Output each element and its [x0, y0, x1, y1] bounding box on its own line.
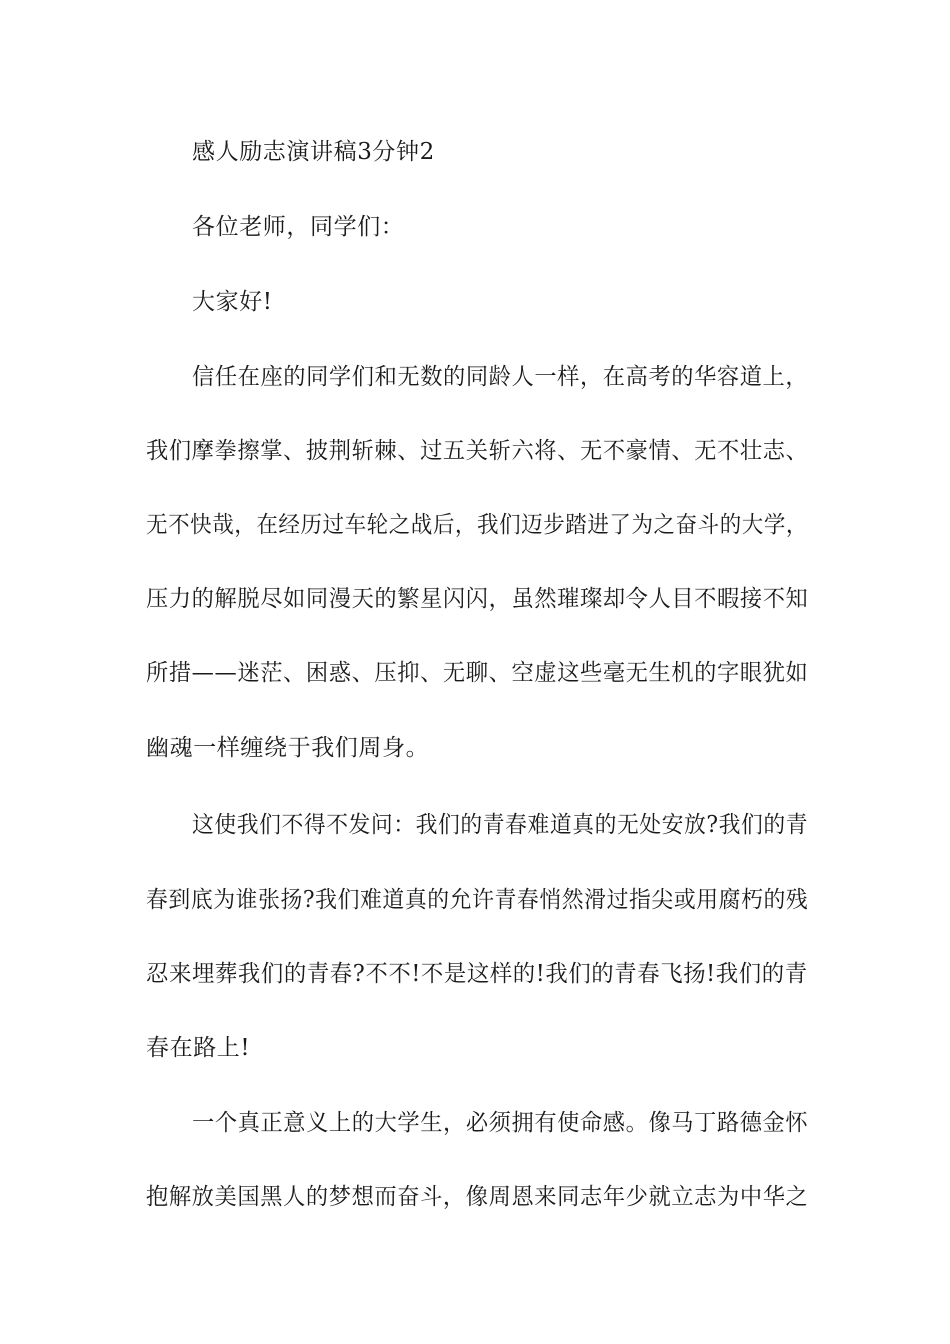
- paragraph-line: 无不快哉，在经历过车轮之战后，我们迈步踏进了为之奋斗的大学，: [146, 512, 808, 538]
- paragraph-line: 抱解放美国黑人的梦想而奋斗，像周恩来同志年少就立志为中华之: [146, 1184, 809, 1210]
- paragraph-line: 信任在座的同学们和无数的同龄人一样，在高考的华容道上，: [192, 364, 809, 390]
- paragraph-line: 一个真正意义上的大学生，必须拥有使命感。像马丁路德金怀: [192, 1110, 809, 1136]
- paragraph-line: 所措——迷茫、困惑、压抑、无聊、空虚这些毫无生机的字眼犹如: [146, 660, 809, 686]
- paragraph-line: 春到底为谁张扬?我们难道真的允许青春悄然滑过指尖或用腐朽的残: [146, 887, 809, 913]
- paragraph-line: 这使我们不得不发问：我们的青春难道真的无处安放?我们的青: [192, 812, 809, 838]
- paragraph-line: 我们摩拳擦掌、披荆斩棘、过五关斩六将、无不豪情、无不壮志、: [146, 438, 809, 464]
- paragraph-line: 忍来埋葬我们的青春?不不!不是这样的!我们的青春飞扬!我们的青: [146, 961, 808, 987]
- salutation-line: 大家好!: [192, 289, 273, 315]
- paragraph-line: 压力的解脱尽如同漫天的繁星闪闪，虽然璀璨却令人目不暇接不知: [146, 586, 809, 612]
- document-title: 感人励志演讲稿3分钟2: [192, 139, 435, 165]
- greeting-line: 各位老师，同学们：: [192, 214, 405, 240]
- paragraph-line: 幽魂一样缠绕于我们周身。: [146, 735, 430, 761]
- paragraph-line: 春在路上!: [146, 1035, 251, 1061]
